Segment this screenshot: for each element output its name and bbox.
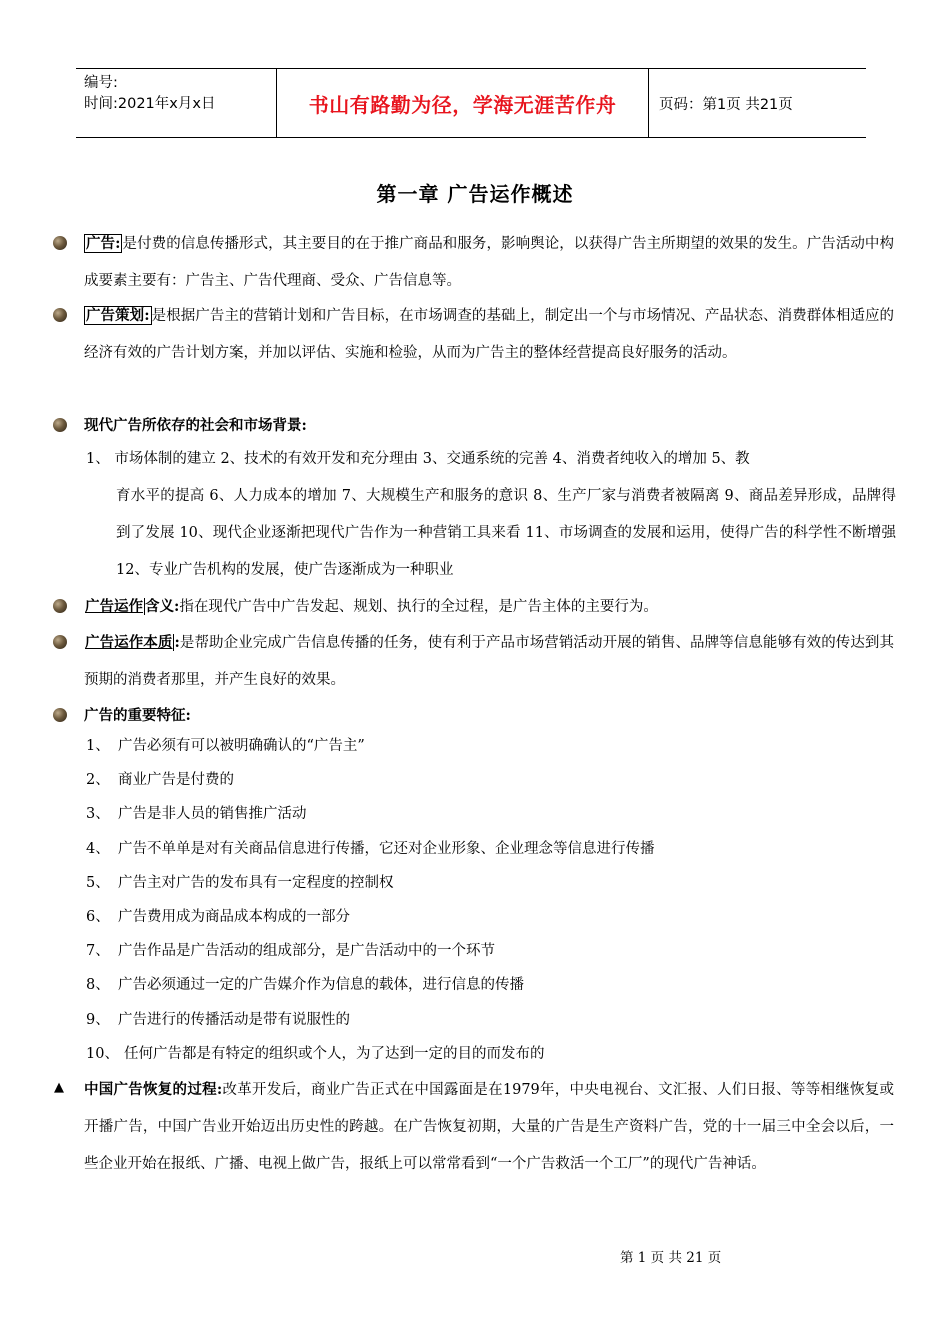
document-number-label: 编号: [84,75,118,91]
background-title [84,407,894,445]
ad-essence-term: 广告运作本质 [85,634,173,651]
list-item [86,729,896,763]
list-item-text: 广告不单单是对有关商品信息进行传播，它还对企业形象、企业理念等信息进行传播 [118,840,655,857]
bullet-icon [53,418,67,432]
list-item [86,968,896,1002]
recovery-term: 中国广告恢复的过程: [84,1081,223,1098]
ad-definition-paragraph [84,225,894,300]
list-item-text: 广告费用成为商品成本构成的一部分 [118,908,350,925]
list-item-text: 广告是非人员的销售推广活动 [118,806,307,823]
list-item-text: 广告进行的传播活动是带有说服性的 [118,1011,350,1028]
page-header [76,68,866,138]
header-page-info: 页码：第1页 共21页 [659,96,793,113]
ad-planning-paragraph [84,297,894,372]
ad-essence-colon: : [174,634,180,651]
bullet-icon [53,599,67,613]
ad-operation-term: 广告运作 [85,598,143,615]
bullet-icon [53,635,67,649]
page-footer: 第 1 页 共 21 页 [620,1250,722,1266]
list-item-text: 商业广告是付费的 [118,772,234,789]
ad-definition-term: 广告: [86,235,121,252]
list-item-number: 7、 [86,943,110,960]
bullet-icon [53,708,67,722]
list-item [86,797,896,831]
list-item [86,763,896,797]
list-item-text: 广告作品是广告活动的组成部分，是广告活动中的一个环节 [118,943,495,960]
list-item [86,866,896,900]
ad-planning-text: 是根据广告主的营销计划和广告目标，在市场调查的基础上，制定出一个与市场情况、产品状态、消费群体相适应的经济有效的广告计划方案，并加以评估、实施和检验，从而为广告主的整体经营提高良好服务的活动。 [84,308,895,361]
features-title-text: 广告的重要特征: [84,707,191,724]
ad-operation-paragraph [84,588,894,626]
list-item-number: 8、 [86,977,110,994]
list-item-text: 广告必须有可以被明确确认的“广告主” [118,738,365,754]
document-time-label: 时间:2021年x月x日 [84,96,216,112]
recovery-text: 改革开发后，商业广告正式在中国露面是在1979年，中央电视台、文汇报、人们日报、等等相继恢复或开播广告，中国广告业开始迈出历史性的跨越。在广告恢复初期，大量的广告是生产资料广告，党的十一届三中全会以后，一些企业开始在报纸、广播、电视上做广告，报纸上可以常常看到“一个广告救活一个工厂”的现代广告神话。 [84,1082,894,1172]
list-item-text: 任何广告都是有特定的组织或个人，为了达到一定的目的而发布的 [124,1045,545,1062]
list-item-number: 10、 [86,1045,119,1062]
list-item-number: 9、 [86,1011,110,1028]
list-item [86,832,896,866]
header-motto: 书山有路勤为径，学海无涯苦作舟 [277,69,649,137]
list-item [86,1003,896,1037]
ad-operation-text: 指在现代广告中广告发起、规划、执行的全过程，是广告主体的主要行为。 [179,599,658,615]
list-item-number: 2、 [86,772,110,789]
chapter-title: 第一章 广告运作概述 [376,182,574,206]
ad-essence-paragraph [84,624,894,699]
list-item-number: 6、 [86,908,110,925]
features-list [86,729,896,1071]
triangle-marker-icon: ▲ [54,1080,64,1095]
recovery-paragraph [84,1071,894,1183]
background-list [86,441,896,589]
list-item-text: 广告主对广告的发布具有一定程度的控制权 [118,874,394,891]
background-list-rest: 育水平的提高 6、人力成本的增加 7、大规模生产和服务的意识 8、生产厂家与消费者被隔离 9、商品差异形成，品牌得到了发展 10、现代企业逐渐把现代广告作为一种营销工具来看 11、市场调查的发展和运用，使得广告的科学性不断增强 12、专业广告机构的发展，使广告逐渐成为一种职业 [116,488,896,578]
list-item-number: 1、 [86,738,110,754]
list-item-number: 3、 [86,806,110,823]
bullet-icon [53,236,67,250]
header-meta [76,69,277,137]
list-item [86,900,896,934]
ad-definition-text: 是付费的信息传播形式，其主要目的在于推广商品和服务，影响舆论，以获得广告主所期望的效果的发生。广告活动中构成要素主要有：广告主、广告代理商、受众、广告信息等。 [84,236,894,289]
list-item-number: 4、 [86,840,110,857]
background-title-text: 现代广告所依存的社会和市场背景: [84,417,307,434]
list-item [86,934,896,968]
list-item [86,1037,896,1071]
list-item-text: 广告必须通过一定的广告媒介作为信息的载体，进行信息的传播 [118,977,524,994]
background-list-first-line: 1、 市场体制的建立 2、技术的有效开发和充分理由 3、交通系统的完善 4、消费者纯收入的增加 5、教 [86,451,750,467]
bullet-icon [53,308,67,322]
ad-planning-term: 广告策划: [86,307,150,324]
ad-operation-term-suffix: 含义: [145,598,180,615]
list-item-number: 5、 [86,874,110,891]
ad-essence-text: 是帮助企业完成广告信息传播的任务，使有利于产品市场营销活动开展的销售、品牌等信息能够有效的传达到其预期的消费者那里，并产生良好的效果。 [84,635,894,688]
